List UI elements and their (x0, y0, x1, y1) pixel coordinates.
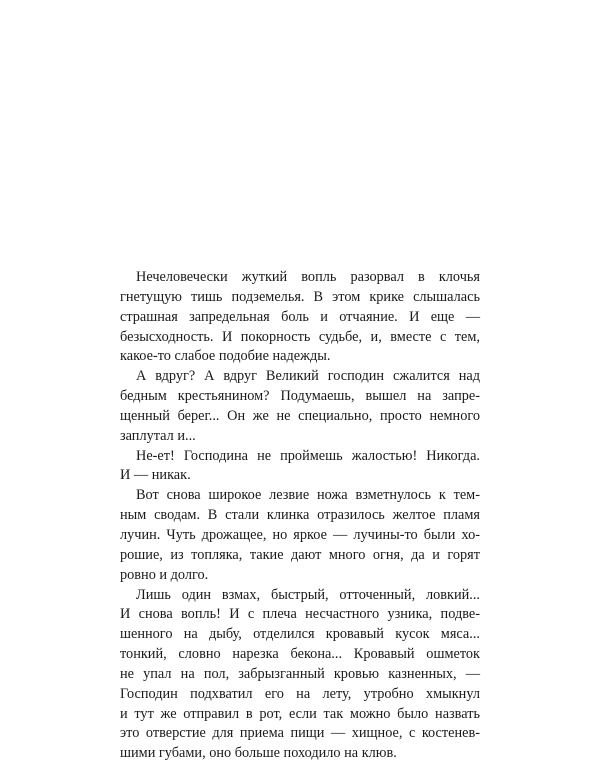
text-line: Не-ет! Господина не проймешь жалостью! Никогда. (136, 447, 480, 464)
text-line: страшная запредельная боль и отчаяние. И еще — (120, 308, 480, 325)
body-text (120, 268, 480, 764)
text-line: ровно и долго. (120, 566, 209, 583)
text-line: Нечеловечески жуткий вопль разорвал в клочья (136, 269, 480, 285)
text-line: И снова вопль! И с плеча несчастного узника, подве- (120, 606, 480, 623)
text-line: шенного на дыбу, отделился кровавый кусок мяса... (120, 626, 480, 643)
text-line: Лишь один взмах, быстрый, отточенный, ловкий... (136, 586, 480, 603)
text-line: Вот снова широкое лезвие ножа взметнулось к тем- (136, 487, 480, 504)
text-line: это отверстие для приема пищи — хищное, с костенев- (120, 725, 480, 742)
text-line: бедным крестьянином? Подумаешь, вышел на запре- (120, 388, 480, 405)
text-line: шими губами, оно больше походило на клюв. (120, 745, 397, 762)
text-line: ным сводам. В стали клинка отразилось желтое пламя (120, 507, 480, 524)
text-line: не упал на пол, забрызганный кровью казненных, — (120, 665, 480, 682)
text-line: безысходность. И покорность судьбе, и, вместе с тем, (120, 328, 480, 345)
text-line: И — никак. (120, 467, 191, 484)
text-line: гнетущую тишь подземелья. В этом крике слышалась (120, 288, 480, 305)
text-line: заплутал и... (120, 427, 196, 444)
text-line: какое-то слабое подобие надежды. (120, 348, 331, 365)
text-line: лучин. Чуть дрожащее, но яркое — лучины-то были хо- (120, 526, 480, 543)
text-line: А вдруг? А вдруг Великий господин сжалится над (136, 368, 480, 385)
text-line: Господин подхватил его на лету, утробно хмыкнул (120, 685, 480, 702)
text-line: рошие, из топляка, такие дают много огня, да и горят (120, 546, 480, 563)
text-line: щенный берег... Он же не специально, просто немного (120, 407, 480, 424)
text-line: и тут же отправил в рот, если так можно было назвать (120, 705, 480, 722)
text-line: тонкий, словно нарезка бекона... Кровавый ошметок (120, 646, 480, 663)
